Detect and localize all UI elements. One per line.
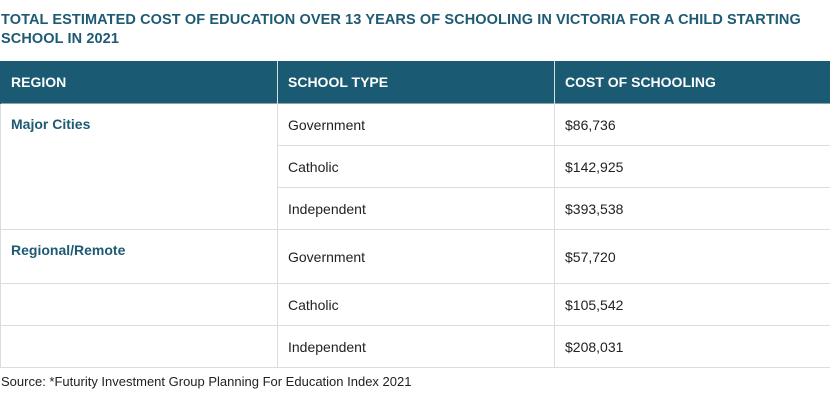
empty-region-cell [1, 284, 278, 326]
table-row [1, 326, 830, 368]
table-row [1, 104, 830, 146]
school-type-cell: Government [278, 104, 555, 146]
cost-cell: $208,031 [555, 326, 830, 368]
school-type-cell: Independent [278, 326, 555, 368]
cost-cell: $142,925 [555, 146, 830, 188]
table-title: TOTAL ESTIMATED COST OF EDUCATION OVER 13 YEARS OF SCHOOLING IN VICTORIA FOR A CHILD STARTING SCHOOL IN 2021 [1, 12, 801, 47]
empty-region-cell [1, 326, 278, 368]
table-row [1, 230, 830, 284]
cost-of-schooling-table [0, 61, 830, 368]
table-header-row [1, 61, 830, 104]
school-type-cell: Government [278, 230, 555, 284]
cost-cell: $57,720 [555, 230, 830, 284]
source-note: Source: *Futurity Investment Group Planning For Education Index 2021 [1, 374, 412, 389]
header-school-type: SCHOOL TYPE [278, 61, 555, 104]
table-row [1, 284, 830, 326]
header-cost-of-schooling: COST OF SCHOOLING [555, 61, 830, 104]
cost-cell: $393,538 [555, 188, 830, 230]
region-major-cities: Major Cities [1, 104, 278, 230]
school-type-cell: Catholic [278, 146, 555, 188]
region-regional-remote: Regional/Remote [1, 230, 278, 284]
cost-cell: $86,736 [555, 104, 830, 146]
school-type-cell: Independent [278, 188, 555, 230]
school-type-cell: Catholic [278, 284, 555, 326]
cost-cell: $105,542 [555, 284, 830, 326]
header-region: REGION [1, 61, 278, 104]
